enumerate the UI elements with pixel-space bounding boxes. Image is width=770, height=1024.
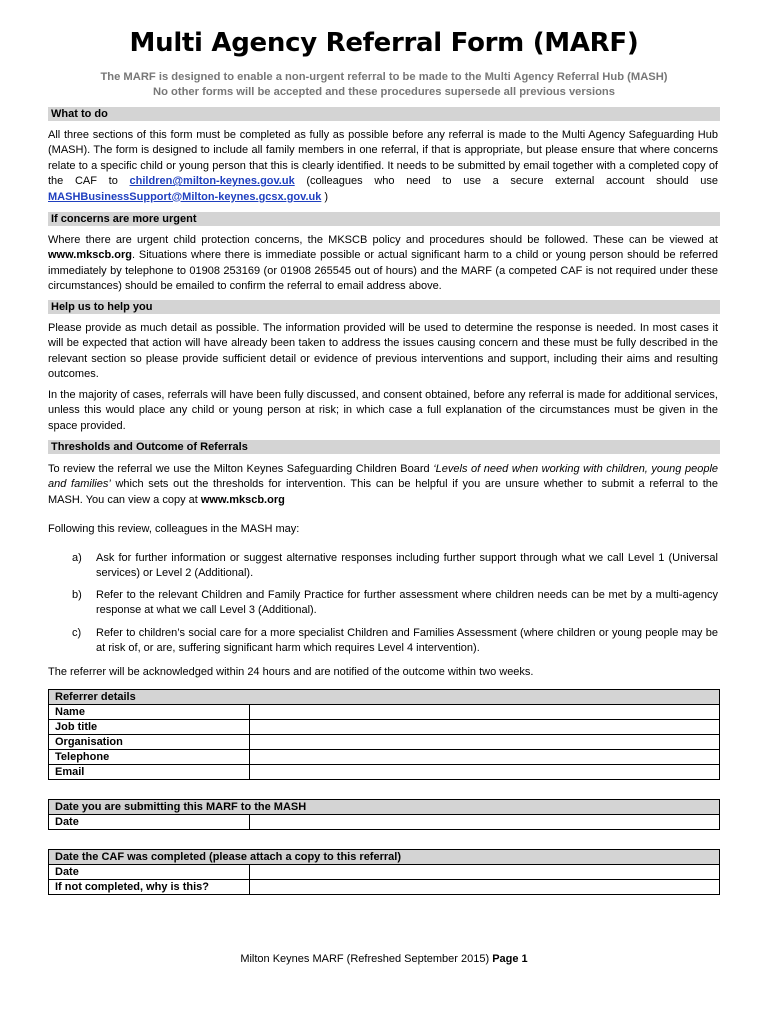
table-row: Organisation <box>49 735 720 750</box>
page-footer: Milton Keynes MARF (Refreshed September 2015) Page 1 <box>240 953 528 965</box>
mash-business-support-email-link[interactable]: MASHBusinessSupport@Milton-keynes.gcsx.gov.uk <box>48 190 322 203</box>
table-row: Name <box>49 705 720 720</box>
caf-date-table <box>48 849 720 895</box>
mkscb-site-text: www.mkscb.org <box>48 249 132 262</box>
submission-date-header: Date you are submitting this MARF to the MASH <box>49 800 720 815</box>
table-row: Telephone <box>49 750 720 765</box>
job-title-field[interactable] <box>250 720 720 735</box>
page-number: Page 1 <box>492 953 528 965</box>
table-row: Date <box>49 815 720 830</box>
name-field[interactable] <box>250 705 720 720</box>
subtitle-line-2: No other forms will be accepted and these procedures supersede all previous versions <box>153 86 615 98</box>
telephone-field[interactable] <box>250 750 720 765</box>
what-to-do-text: All three sections of this form must be completed as fully as possible before any referral is made to the Multi Agency Safeguarding Hub (MASH). The form is designed to include all family members in one referral, if that is appropriate, but please ensure that where concerns relate to a specific child or young person that this is clearly identified. It needs to be submitted by email together with a completed copy of the CAF to children@milton-keynes.gov.uk (colleagues who need to use a secure external account should use MASHBusinessSupport@Milton-keynes.gcsx.gov.uk ) <box>48 129 718 203</box>
page-title: Multi Agency Referral Form (MARF) <box>129 28 639 58</box>
following-review-text: Following this review, colleagues in the MASH may: <box>48 523 300 535</box>
referrer-details-header: Referrer details <box>49 690 720 705</box>
help-paragraph-1: Please provide as much detail as possible. The information provided will be used to determine the response is needed. In most cases it will be expected that action will have already been taken to address the issues causing concern and these must be fully described in the relevant section so please provide sufficient detail or evidence of previous interventions and support, including their aims and resulting outcomes. <box>48 322 718 381</box>
caf-date-header: Date the CAF was completed (please attach a copy to this referral) <box>49 850 720 865</box>
referrer-details-table <box>48 689 720 780</box>
organisation-field[interactable] <box>250 735 720 750</box>
caf-reason-field[interactable] <box>250 880 720 895</box>
section-heading-help: Help us to help you <box>48 300 720 314</box>
table-row: Email <box>49 765 720 780</box>
caf-date-field[interactable] <box>250 865 720 880</box>
table-row: If not completed, why is this? <box>49 880 720 895</box>
section-heading-urgent: If concerns are more urgent <box>48 212 720 226</box>
thresholds-text: To review the referral we use the Milton Keynes Safeguarding Children Board ‘Levels of need when working with children, young people and families’ which sets out the thresholds for intervention. This can be helpful if you are unsure whether to submit a referral to the MASH. You can view a copy at www.mkscb.org <box>48 463 718 506</box>
mkscb-site-text-2: www.mkscb.org <box>200 493 285 506</box>
subtitle-line-1: The MARF is designed to enable a non-urgent referral to be made to the Multi Agency Referral Hub (MASH) <box>100 71 668 83</box>
section-heading-thresholds: Thresholds and Outcome of Referrals <box>48 440 720 454</box>
help-paragraph-2: In the majority of cases, referrals will have been fully discussed, and consent obtained, before any referral is made for additional services, unless this would place any child or young person at risk; in which case a full explanation of the circumstances must be given in the space provided. <box>48 389 718 432</box>
table-row: Job title <box>49 720 720 735</box>
urgent-text: Where there are urgent child protection concerns, the MKSCB policy and procedures should be followed. These can be viewed at www.mkscb.org. Situations where there is immediate possible or actual significant harm to a child or young person should be referred immediately by telephone to 01908 253169 (or 01908 265545 out of hours) and the MARF (a competed CAF is not required under these circumstances) should be emailed to confirm the referral to email address above. <box>48 234 718 293</box>
acknowledge-text: The referrer will be acknowledged within 24 hours and are notified of the outcome within two weeks. <box>48 666 534 678</box>
submission-date-table <box>48 799 720 830</box>
submission-date-field[interactable] <box>250 815 720 830</box>
email-field[interactable] <box>250 765 720 780</box>
table-row: Date <box>49 865 720 880</box>
children-email-link[interactable]: children@milton-keynes.gov.uk <box>129 175 295 188</box>
section-heading-what-to-do: What to do <box>48 107 720 121</box>
